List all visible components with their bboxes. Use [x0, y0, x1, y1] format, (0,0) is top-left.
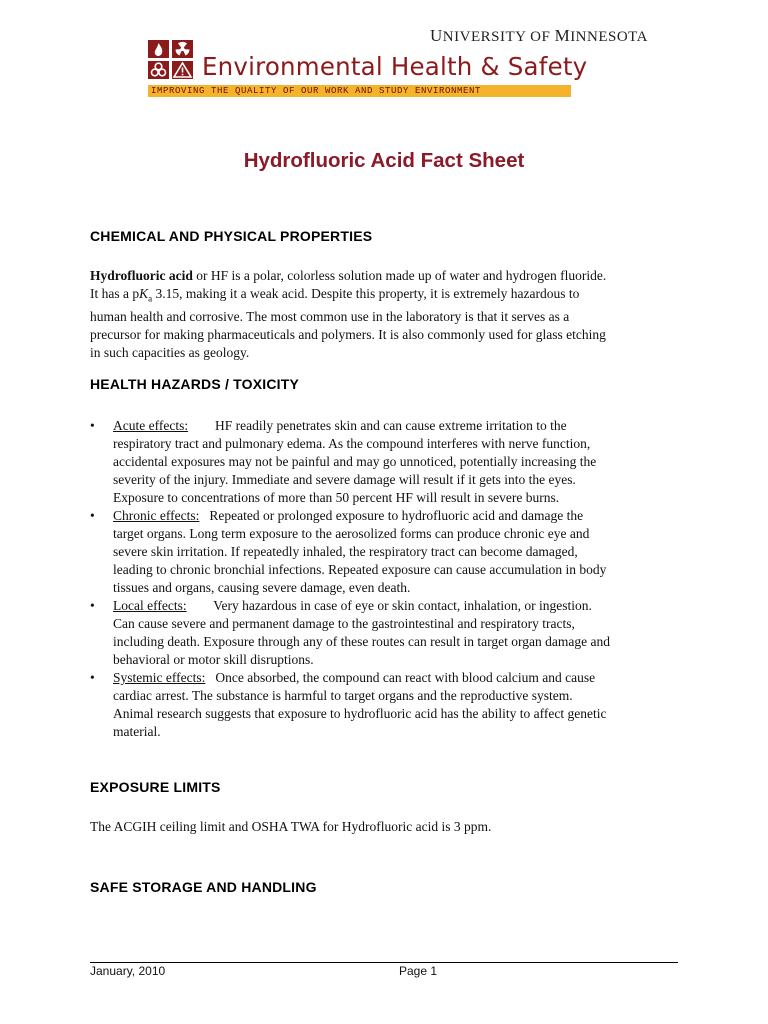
hazard-triangle-icon: [172, 61, 193, 79]
bold-term: Hydrofluoric acid: [90, 268, 193, 283]
text-line: severity of the injury. Immediate and severe damage will result if it gets into the eyes.: [113, 472, 576, 487]
section-heading-storage: SAFE STORAGE AND HANDLING: [90, 879, 317, 895]
text-line: accidental exposures may not be painful and may go unnoticed, potentially increasing the: [113, 454, 597, 469]
text-line: cardiac arrest. The substance is harmful to target organs and the reproductive system.: [113, 688, 573, 703]
list-item: [90, 597, 680, 669]
university-name: UNIVERSITY OF MINNESOTA: [430, 26, 648, 45]
text-line: It has a p: [90, 286, 140, 301]
section-heading-hazards: HEALTH HAZARDS / TOXICITY: [90, 376, 300, 392]
org-title: Environmental Health & Safety: [202, 52, 588, 81]
text-line: Animal research suggests that exposure to hydrofluoric acid has the ability to affect genetic: [113, 706, 607, 721]
bullet-label: Local effects:: [113, 598, 187, 613]
bullet-label: Chronic effects:: [113, 508, 200, 523]
bullet-icon: •: [90, 598, 95, 613]
text-line: severe skin irritation. If repeatedly inhaled, the respiratory tract can become damaged,: [113, 544, 578, 559]
text-line: leading to chronic bronchial infections. Repeated exposure can cause accumulation in body: [113, 562, 607, 577]
list-item: [90, 417, 680, 507]
text-line: Once absorbed, the compound can react with blood calcium and cause: [215, 670, 596, 685]
text-line: including death. Exposure through any of these routes can result in target organ damage and: [113, 634, 610, 649]
section-heading-exposure: EXPOSURE LIMITS: [90, 779, 221, 795]
text-line: human health and corrosive. The most common use in the laboratory is that it serves as a: [90, 308, 570, 324]
text-line: behavioral or motor skill disruptions.: [113, 652, 314, 667]
section-heading-properties: CHEMICAL AND PHYSICAL PROPERTIES: [90, 228, 373, 244]
footer-divider: [90, 962, 678, 963]
bullet-label: Acute effects:: [113, 418, 189, 433]
radiation-icon: [172, 40, 193, 58]
bullet-label: Systemic effects:: [113, 670, 206, 685]
page-header: [148, 22, 648, 102]
hazard-logo-icons: [148, 38, 196, 80]
page-number: Page 1: [399, 964, 438, 978]
text-line: target organs. Long term exposure to the aerosolized forms can produce chronic eye and: [113, 526, 590, 541]
properties-paragraph: [90, 267, 678, 362]
list-item: [90, 669, 680, 741]
footer-date: January, 2010: [90, 964, 166, 978]
pka-subscript: a: [148, 293, 153, 304]
text-line: 3.15, making it a weak acid. Despite this property, it is extremely hazardous to: [152, 286, 580, 301]
org-tagline: IMPROVING THE QUALITY OF OUR WORK AND STUDY ENVIRONMENT: [148, 85, 571, 97]
document-title: Hydrofluoric Acid Fact Sheet: [243, 149, 525, 172]
hazards-list: [90, 417, 680, 741]
text-line: tissues and organs, causing severe damage, even death.: [113, 580, 411, 595]
text-line: HF readily penetrates skin and can cause extreme irritation to the: [198, 418, 567, 433]
text-line: Exposure to concentrations of more than 50 percent HF will result in severe burns.: [113, 490, 560, 505]
text-line: Can cause severe and permanent damage to the gastrointestinal and respiratory tracts,: [113, 616, 575, 631]
text-line: precursor for making pharmaceuticals and polymers. It is also commonly used for glass etching: [90, 326, 606, 342]
text-line: respiratory tract and pulmonary edema. As the compound interferes with nerve function,: [113, 436, 591, 451]
list-item: [90, 507, 680, 597]
text-line: in such capacities as geology.: [90, 344, 250, 360]
text-line: Repeated or prolonged exposure to hydrofluoric acid and damage the: [209, 508, 584, 523]
exposure-paragraph: [90, 818, 678, 836]
bullet-icon: •: [90, 508, 95, 523]
bullet-icon: •: [90, 418, 95, 433]
fire-icon: [148, 40, 169, 58]
text-line: Very hazardous in case of eye or skin contact, inhalation, or ingestion.: [196, 598, 592, 613]
text-line: or HF is a polar, colorless solution made up of water and hydrogen fluoride.: [192, 268, 607, 283]
bullet-icon: •: [90, 670, 95, 685]
text-line: The ACGIH ceiling limit and OSHA TWA for Hydrofluoric acid is 3 ppm.: [90, 819, 492, 834]
text-line: material.: [113, 724, 161, 739]
biohazard-icon: [148, 61, 169, 79]
pka-k: K: [139, 286, 149, 301]
